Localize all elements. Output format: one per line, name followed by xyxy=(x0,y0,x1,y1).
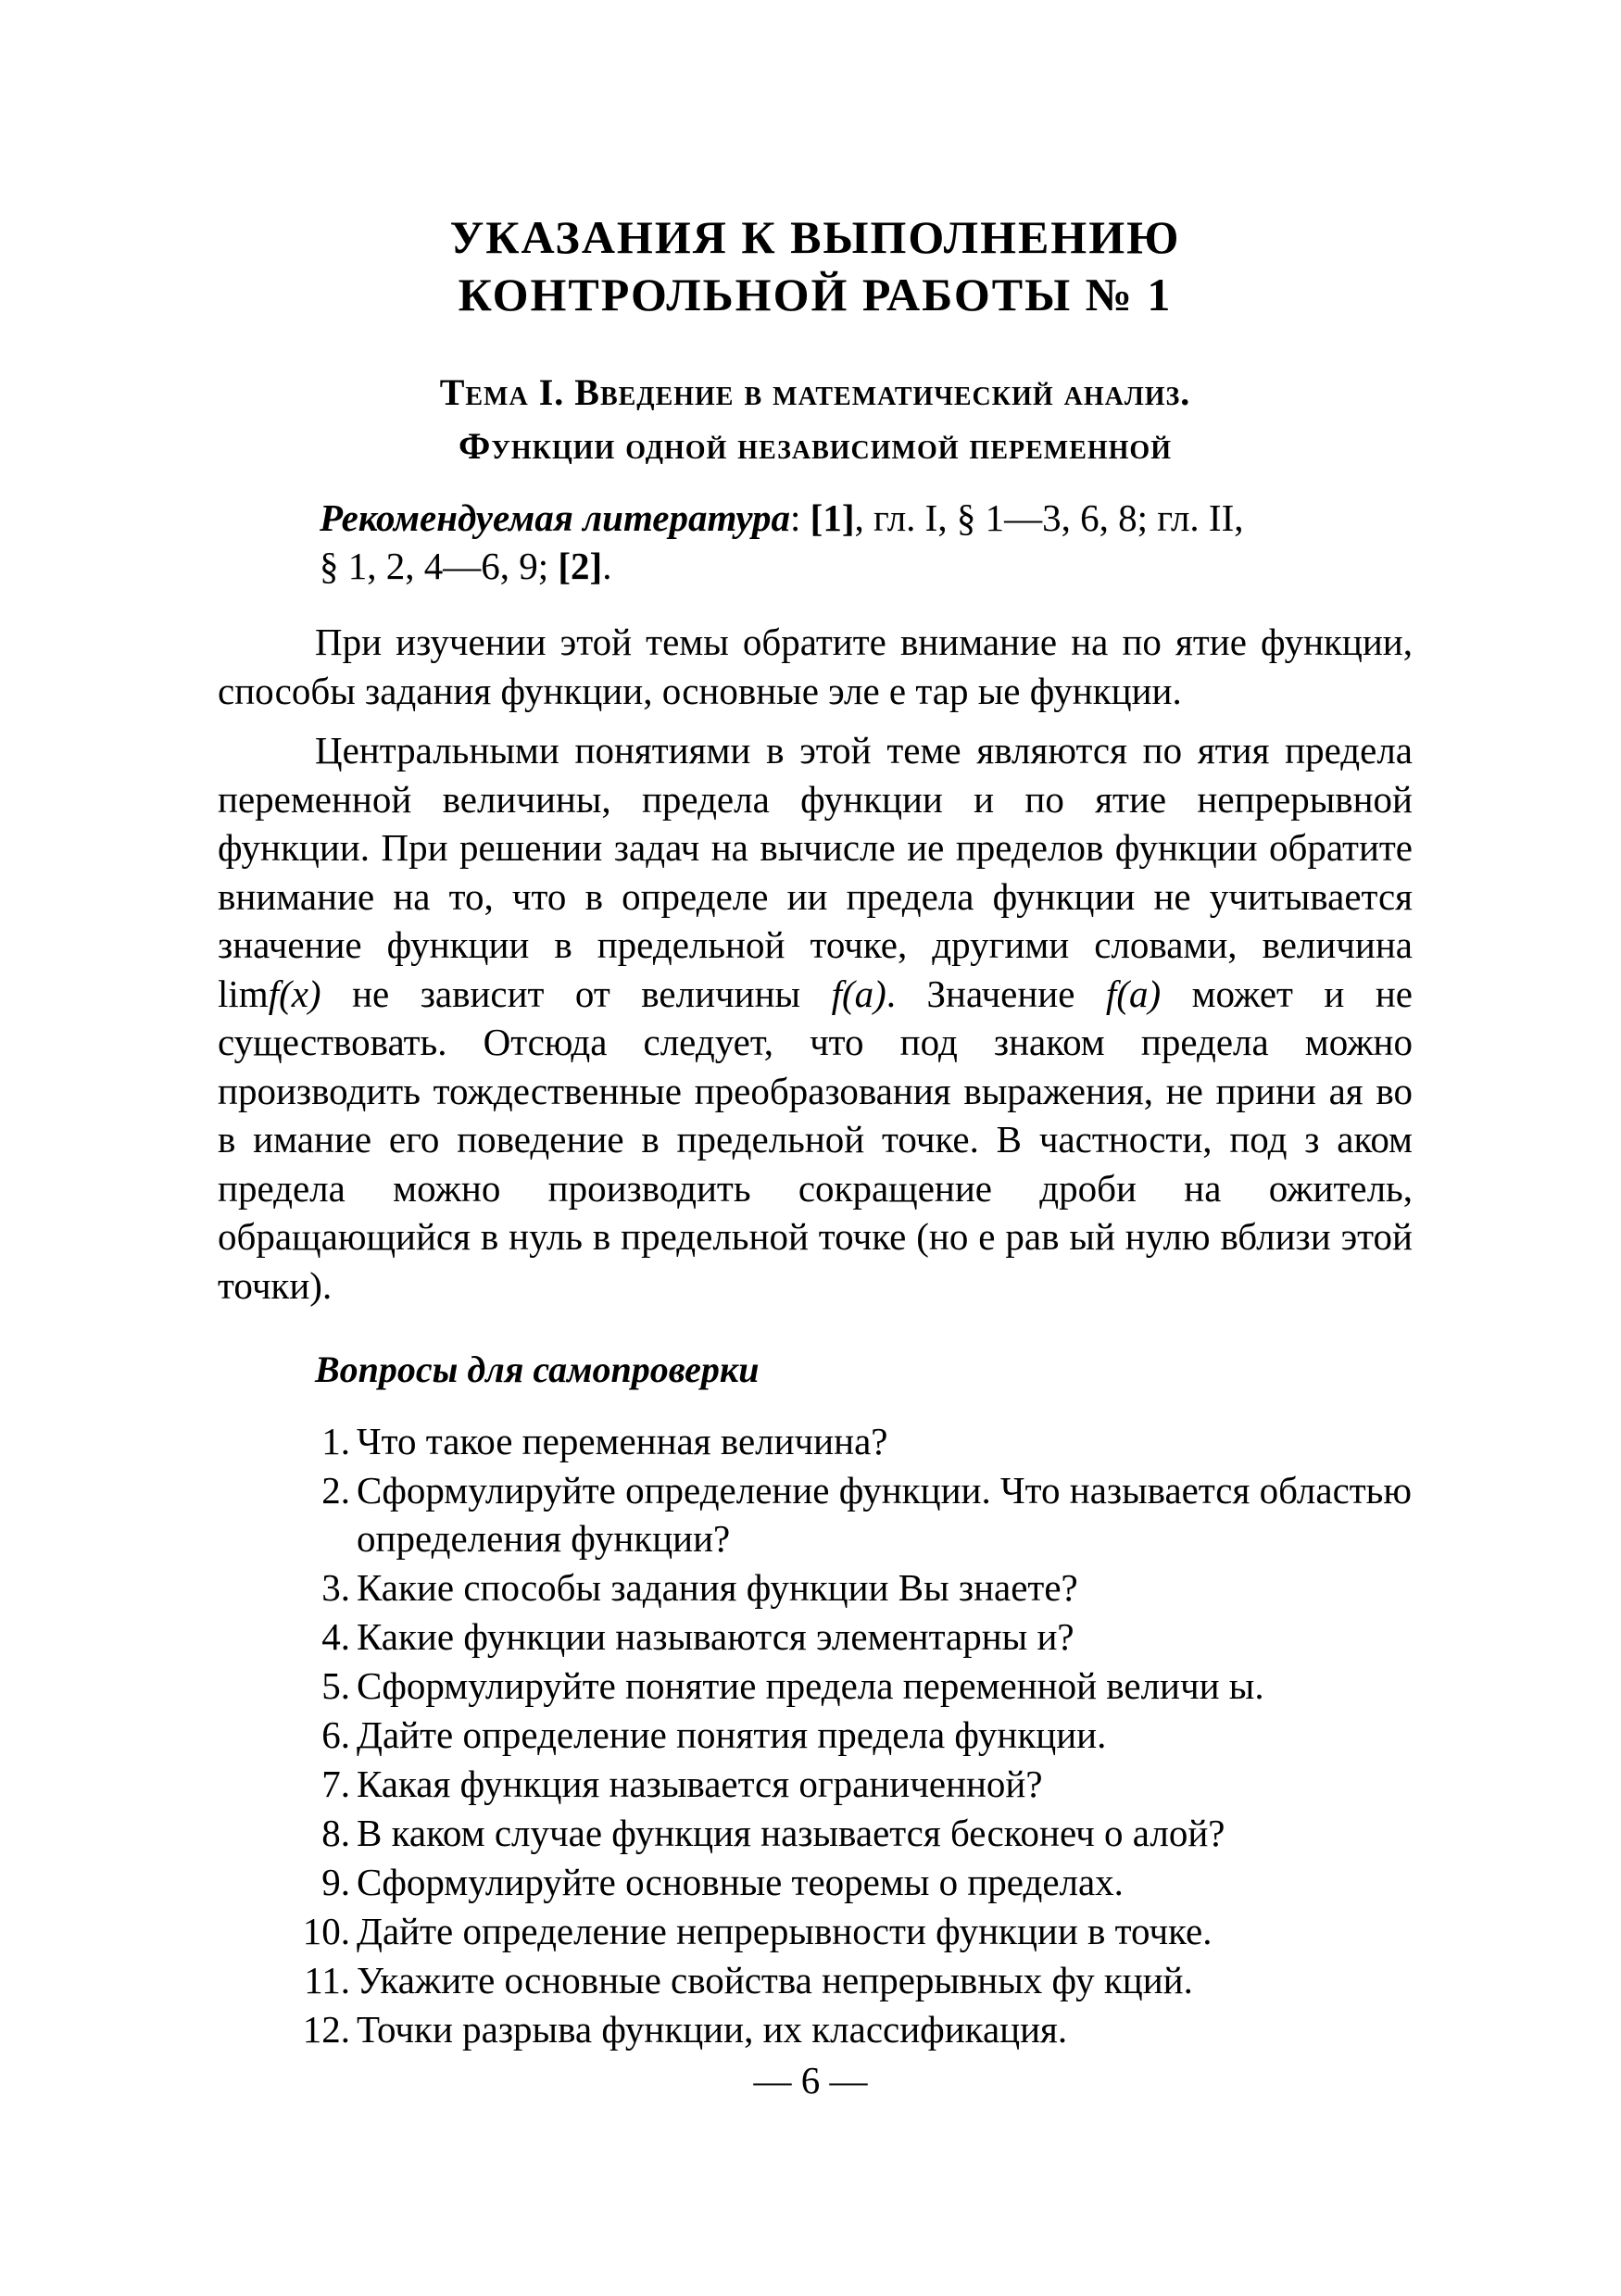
question-number: 11. xyxy=(304,1959,350,2001)
question-number: 10. xyxy=(302,1910,350,1952)
question-text: Какие способы задания функции Вы знаете? xyxy=(357,1566,1078,1609)
math-f-of-a: f(a) xyxy=(831,972,886,1015)
question-text: Что такое переменная величина? xyxy=(357,1420,888,1462)
literature-end: . xyxy=(602,545,612,587)
list-item xyxy=(218,1662,1413,1710)
topic-title xyxy=(218,366,1413,473)
math-f-of-x: f(x) xyxy=(268,972,321,1015)
heading-line-1: УКАЗАНИЯ К ВЫПОЛНЕНИЮ xyxy=(449,211,1181,263)
literature-line-1 xyxy=(320,494,1413,542)
paragraph-2-part-4: может и не существовать. Отсюда следует, что под знаком предела можно производить тождественные преобразования выражения, не прини ая во в имание его поведение в предельной точке. В частности, под з аком предела можно производить сокращение дроби на ожитель, обращающийся в нуль в предельной точке (но е рав ый нулю вблизи этой точки). xyxy=(218,972,1413,1307)
paragraph-central-concepts xyxy=(218,726,1413,1310)
topic-line-2: Функции одной независимой переменной xyxy=(458,425,1172,467)
question-text: Укажите основные свойства непрерывных фу кций. xyxy=(357,1959,1193,2001)
literature-label: Рекомендуемая литература xyxy=(320,496,791,539)
questions-list xyxy=(218,1417,1413,2053)
list-item xyxy=(218,1907,1413,1955)
literature-text-2: § 1, 2, 4—6, 9; xyxy=(320,545,559,587)
list-item xyxy=(218,1417,1413,1465)
literature-ref-2: [2] xyxy=(558,545,603,587)
list-item xyxy=(218,2005,1413,2053)
recommended-literature xyxy=(218,494,1413,590)
page-number: — 6 — xyxy=(753,2059,868,2102)
list-item xyxy=(218,1563,1413,1612)
paragraph-2-part-3: . Значение xyxy=(886,972,1106,1015)
question-text: Дайте определение понятия предела функции. xyxy=(357,1713,1107,1756)
question-number: 6. xyxy=(321,1713,350,1756)
document-heading xyxy=(218,208,1413,323)
question-number: 2. xyxy=(321,1469,350,1512)
paragraph-2-part-1: Центральными понятиями в этой теме являются по ятия предела переменной величины, предела функции и по ятие непрерывной функции. При решении задач на вычисле ие пределов функции обратите внимание на то, что в определе ии предела функции не учитывается значение функции в предельной точке, другими словами, величина xyxy=(218,729,1413,966)
list-item xyxy=(218,1858,1413,1906)
question-number: 8. xyxy=(321,1812,350,1854)
question-number: 12. xyxy=(302,2008,350,2051)
limit-notation: lim xyxy=(218,972,269,1015)
literature-ref-1: [1] xyxy=(810,496,855,539)
literature-separator: : xyxy=(790,496,810,539)
question-text: Сформулируйте понятие предела переменной величи ы. xyxy=(357,1664,1264,1707)
list-item xyxy=(218,1612,1413,1661)
heading-line-2: КОНТРОЛЬНОЙ РАБОТЫ № 1 xyxy=(458,269,1173,320)
question-text: Сформулируйте определение функции. Что называется областью определения функции? xyxy=(357,1469,1413,1560)
question-text: Какая функция называется ограниченной? xyxy=(357,1763,1043,1805)
list-item xyxy=(218,1466,1413,1562)
page-content xyxy=(218,208,1413,2054)
paragraph-2-part-2: не зависит от величины xyxy=(320,972,832,1015)
question-number: 7. xyxy=(321,1763,350,1805)
literature-text-1: , гл. I, § 1—3, 6, 8; гл. II, xyxy=(854,496,1244,539)
list-item xyxy=(218,1809,1413,1857)
questions-heading: Вопросы для самопроверки xyxy=(315,1349,760,1390)
question-number: 9. xyxy=(321,1861,350,1903)
question-number: 1. xyxy=(321,1420,350,1462)
list-item xyxy=(218,1760,1413,1808)
question-number: 5. xyxy=(321,1664,350,1707)
question-text: Какие функции называются элементарны и? xyxy=(357,1615,1074,1658)
question-text: Точки разрыва функции, их классификация. xyxy=(357,2008,1068,2051)
question-text: В каком случае функция называется бесконеч о алой? xyxy=(357,1812,1225,1854)
literature-line-2 xyxy=(320,542,1413,590)
topic-line-1: Тема I. Введение в математический анализ. xyxy=(439,371,1191,413)
question-number: 4. xyxy=(321,1615,350,1658)
paragraph-intro: При изучении этой темы обратите внимание на по ятие функции, способы задания функции, основные эле е тар ые функции. xyxy=(218,621,1413,712)
question-text: Сформулируйте основные теоремы о пределах. xyxy=(357,1861,1124,1903)
question-number: 3. xyxy=(321,1566,350,1609)
math-f-of-a-2: f(a) xyxy=(1105,972,1162,1015)
question-text: Дайте определение непрерывности функции в точке. xyxy=(357,1910,1213,1952)
list-item xyxy=(218,1711,1413,1759)
list-item xyxy=(218,1956,1413,2004)
